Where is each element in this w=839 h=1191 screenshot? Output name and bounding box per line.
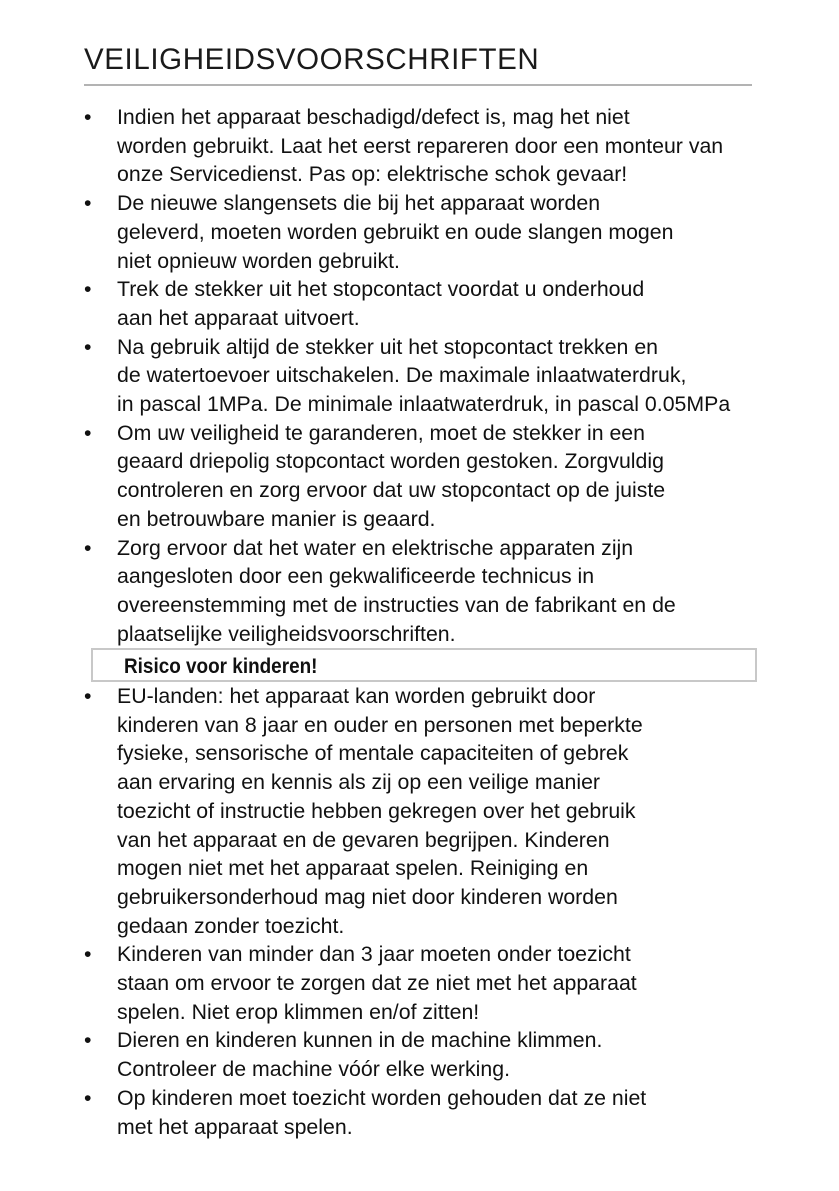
bullet-icon: • bbox=[84, 942, 92, 967]
page-title: VEILIGHEIDSVOORSCHRIFTEN bbox=[84, 43, 540, 76]
children-item-1-line-3: fysieke, sensorische of mentale capaciteiten of gebrek bbox=[117, 741, 629, 766]
safety-item-6-line-3: overeenstemming met de instructies van de fabrikant en de bbox=[117, 592, 676, 617]
safety-item-4-line-3: in pascal 1MPa. De minimale inlaatwaterdruk, in pascal 0.05MPa bbox=[117, 392, 731, 417]
safety-item-2 bbox=[84, 189, 730, 275]
children-list bbox=[84, 682, 646, 1141]
children-item-1-line-4: aan ervaring en kennis als zij op een veilige manier bbox=[117, 770, 601, 795]
children-item-1 bbox=[84, 682, 646, 940]
children-item-2-line-3: spelen. Niet erop klimmen en/of zitten! bbox=[117, 999, 480, 1024]
bullet-icon: • bbox=[84, 277, 92, 302]
safety-item-1-line-2: worden gebruikt. Laat het eerst repareren door een monteur van bbox=[117, 133, 724, 158]
safety-item-4-line-2: de watertoevoer uitschakelen. De maximale inlaatwaterdruk, bbox=[117, 363, 687, 388]
children-item-2 bbox=[84, 940, 646, 1026]
children-item-3-line-2: Controleer de machine vóór elke werking. bbox=[117, 1057, 511, 1082]
safety-item-5-line-3: controleren en zorg ervoor dat uw stopcontact op de juiste bbox=[117, 478, 666, 503]
bullet-icon: • bbox=[84, 1028, 92, 1053]
safety-item-2-line-3: niet opnieuw worden gebruikt. bbox=[117, 248, 400, 273]
safety-item-1-line-3: onze Servicedienst. Pas op: elektrische schok gevaar! bbox=[117, 162, 628, 187]
safety-item-6-line-2: aangesloten door een gekwalificeerde technicus in bbox=[117, 564, 595, 589]
bullet-icon: • bbox=[84, 334, 92, 359]
safety-item-5-line-4: en betrouwbare manier is geaard. bbox=[117, 506, 436, 531]
children-item-1-line-7: mogen niet met het apparaat spelen. Reiniging en bbox=[117, 856, 589, 881]
safety-item-4-line-1: Na gebruik altijd de stekker uit het stopcontact trekken en bbox=[117, 334, 659, 359]
safety-item-6-line-4: plaatselijke veiligheidsvoorschriften. bbox=[117, 621, 456, 646]
safety-item-2-line-1: De nieuwe slangensets die bij het apparaat worden bbox=[117, 191, 601, 216]
safety-item-2-line-2: geleverd, moeten worden gebruikt en oude slangen mogen bbox=[117, 219, 674, 244]
safety-item-1 bbox=[84, 103, 730, 189]
bullet-icon: • bbox=[84, 535, 92, 560]
bullet-icon: • bbox=[84, 420, 92, 445]
safety-item-4 bbox=[84, 333, 730, 419]
children-risk-heading: Risico voor kinderen! bbox=[124, 654, 318, 678]
safety-item-6 bbox=[84, 534, 730, 649]
safety-list bbox=[84, 103, 730, 648]
bullet-icon: • bbox=[84, 684, 92, 708]
children-item-4-line-1: Op kinderen moet toezicht worden gehouden dat ze niet bbox=[117, 1085, 647, 1110]
safety-item-3-line-2: aan het apparaat uitvoert. bbox=[117, 305, 360, 330]
children-item-1-line-2: kinderen van 8 jaar en ouder en personen met beperkte bbox=[117, 712, 643, 737]
safety-item-1-line-1: Indien het apparaat beschadigd/defect is, mag het niet bbox=[117, 105, 630, 129]
bullet-icon: • bbox=[84, 105, 92, 129]
safety-item-3-line-1: Trek de stekker uit het stopcontact voordat u onderhoud bbox=[117, 277, 645, 302]
children-item-4-line-2: met het apparaat spelen. bbox=[117, 1114, 353, 1139]
bullet-icon: • bbox=[84, 191, 92, 216]
children-item-1-line-9: gedaan zonder toezicht. bbox=[117, 913, 345, 938]
children-item-1-line-6: van het apparaat en de gevaren begrijpen. Kinderen bbox=[117, 827, 610, 852]
safety-item-5-line-2: geaard driepolig stopcontact worden gestoken. Zorgvuldig bbox=[117, 449, 664, 474]
children-item-1-line-5: toezicht of instructie hebben gekregen over het gebruik bbox=[117, 798, 636, 823]
children-item-1-line-1: EU-landen: het apparaat kan worden gebruikt door bbox=[117, 684, 596, 708]
safety-item-5-line-1: Om uw veiligheid te garanderen, moet de stekker in een bbox=[117, 420, 645, 445]
safety-item-5 bbox=[84, 419, 730, 534]
children-item-4 bbox=[84, 1084, 646, 1141]
children-item-2-line-1: Kinderen van minder dan 3 jaar moeten onder toezicht bbox=[117, 942, 631, 967]
children-item-1-line-8: gebruikersonderhoud mag niet door kinderen worden bbox=[117, 884, 618, 909]
children-item-3-line-1: Dieren en kinderen kunnen in de machine klimmen. bbox=[117, 1028, 603, 1053]
children-item-2-line-2: staan om ervoor te zorgen dat ze niet met het apparaat bbox=[117, 971, 637, 996]
safety-item-6-line-1: Zorg ervoor dat het water en elektrische apparaten zijn bbox=[117, 535, 634, 560]
safety-item-3 bbox=[84, 275, 730, 332]
title-divider bbox=[84, 84, 752, 86]
children-item-3 bbox=[84, 1026, 646, 1083]
bullet-icon: • bbox=[84, 1085, 92, 1110]
children-risk-box bbox=[91, 648, 757, 682]
